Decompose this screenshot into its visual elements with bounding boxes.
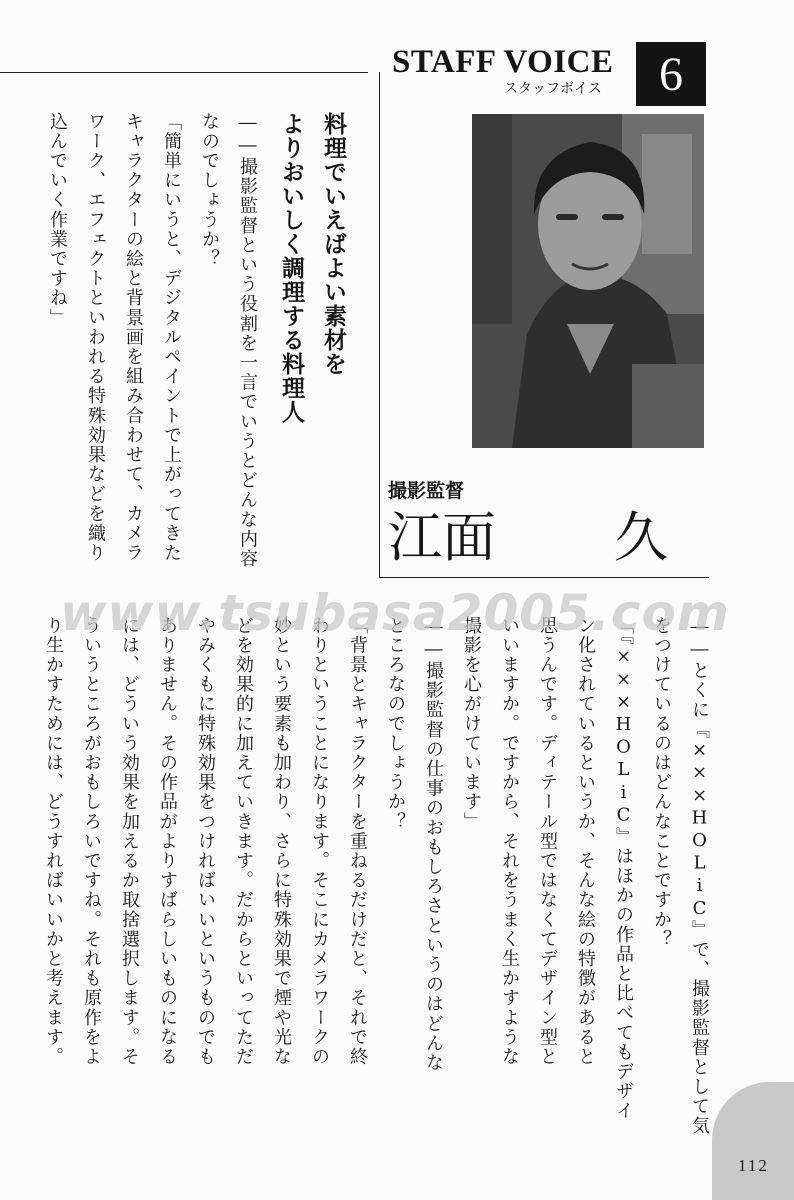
profile-frame-bottom xyxy=(379,577,709,578)
staff-role-label: 撮影監督 xyxy=(388,480,465,502)
portrait-illustration xyxy=(472,114,704,448)
name-spacer xyxy=(496,506,614,570)
staff-portrait-photo xyxy=(472,114,704,448)
header-title: STAFF VOICE xyxy=(392,44,614,80)
page-number-tab xyxy=(712,1082,794,1200)
staff-name-given: 久 xyxy=(614,506,668,569)
profile-frame-left xyxy=(379,72,380,578)
header-subtitle: スタッフボイス xyxy=(504,81,602,97)
staff-name xyxy=(388,506,708,570)
site-watermark: www.tsubasa2005.com xyxy=(60,584,730,642)
top-rule xyxy=(0,72,368,73)
article-text-upper: ――撮影監督という役割を一言でいうとどんな内容 なのでしょうか？ 「簡単にいうと、デジタルペイントで上がってきた キャラクターの絵と背景画を組み合わせて、カメラ ワーク、エフェクトといわれる特殊効果などを織り 込んでいく作業ですね」 xyxy=(47,112,258,569)
article-text-lower: ――とくに『×××HOLiC』で、撮影監督として気 をつけているのはどんなことですか？ 「『×××HOLiC』はほかの作品と比べてもデザイ ン化されているというか、そんな絵の特徴があると 思うんです。ディテール型ではなくてデザイン型と いいますか。ですから、それをうまく生かすような 撮影を心がけています」 ――撮影監督の仕事のおもしろさというのはどんな ところなのでしょうか？ 「背景とキャラクターを重ねるだけだと、それで終 わりということになります。そこにカメラワークの 妙という要素も加わり、さらに特殊効果で煙や光な どを効果的に加えていきます。だからといってただ やみくもに特殊効果をつければいいというものでも ありません。その作品がよりすばらしいものになる には、どういう効果を加えるか取捨選択します。そ ういうところがおもしろいですね。それも原作をよ り生かすためには、どうすればいいかと考えます。 xyxy=(43,616,710,1136)
header-number-badge: 6 xyxy=(636,42,706,106)
staff-name-family: 江面 xyxy=(388,506,496,569)
page-number: 112 xyxy=(738,1156,769,1175)
article-headline: 料理でいえばよい素材を よりおいしく調理する料理人 xyxy=(278,112,346,424)
